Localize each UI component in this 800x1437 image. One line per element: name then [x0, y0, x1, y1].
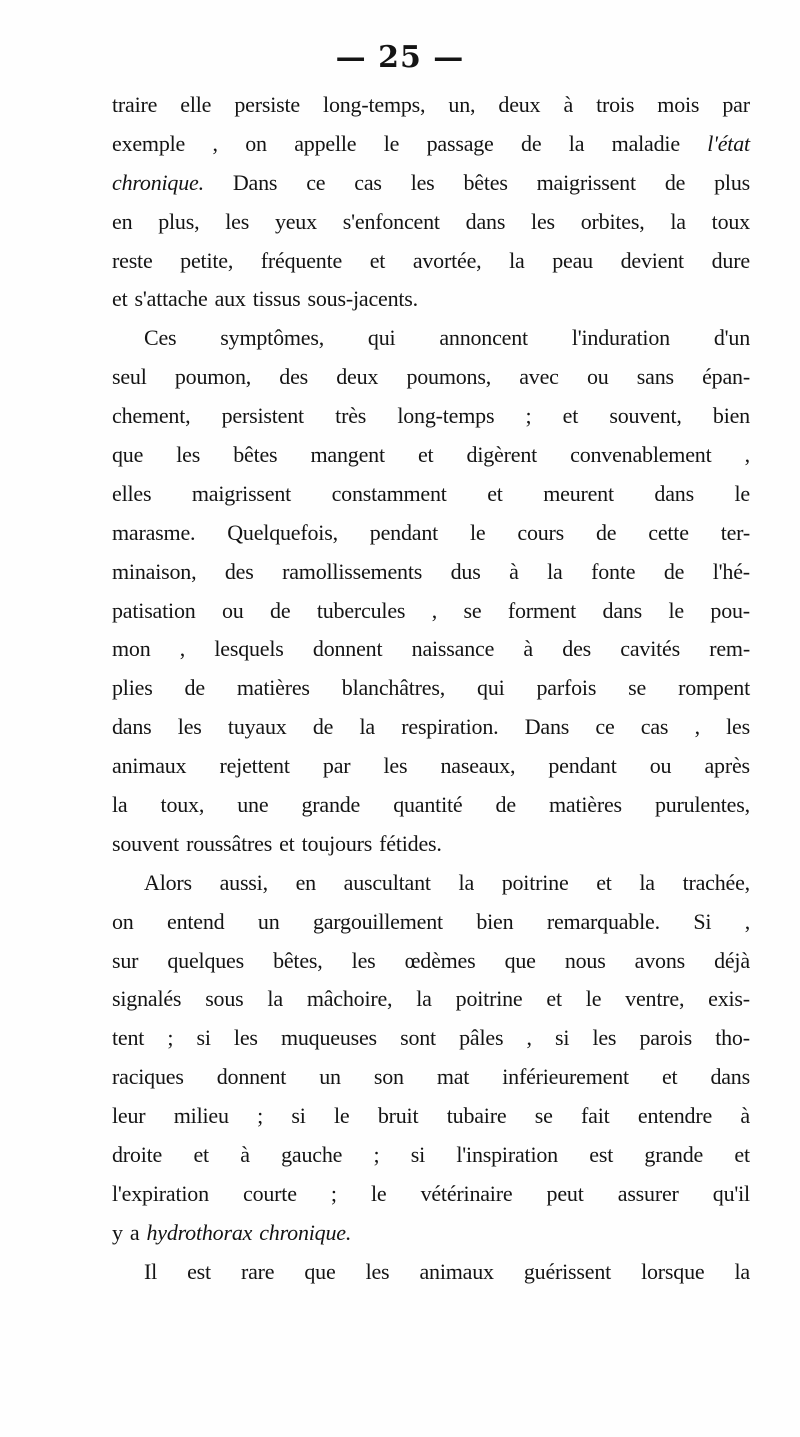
word: des	[562, 636, 591, 662]
word: purulentes,	[654, 792, 750, 818]
word: se	[628, 675, 647, 701]
word: poitrine	[455, 986, 523, 1012]
word: on	[245, 130, 267, 156]
word: les	[531, 208, 555, 234]
word: ou	[586, 364, 609, 390]
text-line	[112, 669, 750, 708]
word: souvent	[112, 830, 180, 856]
word: orbites,	[580, 208, 645, 234]
word: elles	[112, 480, 152, 506]
word: ;	[167, 1025, 174, 1051]
word: dans	[112, 714, 152, 740]
word: les	[225, 208, 250, 234]
word: gauche	[281, 1142, 343, 1168]
word: un,	[448, 92, 476, 117]
word: droite	[112, 1142, 163, 1168]
word: est	[187, 1258, 211, 1284]
word: deux	[498, 92, 541, 117]
word: Dans	[232, 169, 278, 195]
word: la	[734, 1258, 750, 1284]
word: grande	[301, 792, 361, 818]
word: ;	[373, 1142, 380, 1168]
word: l'hé-	[712, 558, 750, 584]
word: l'induration	[571, 325, 670, 351]
word: avortée,	[412, 247, 482, 273]
word: signalés	[112, 986, 182, 1012]
word: par	[722, 92, 750, 117]
word: maigrissent	[536, 169, 636, 195]
text-line	[112, 1253, 750, 1292]
word: dus	[450, 558, 481, 584]
word: ventre,	[625, 986, 685, 1012]
word: naseaux,	[440, 753, 516, 779]
word: toujours	[301, 830, 373, 856]
word: et	[562, 403, 579, 429]
word: dure	[711, 247, 750, 273]
word: le	[370, 1180, 387, 1206]
word: cours	[517, 519, 565, 545]
text-line	[112, 553, 750, 592]
word: dans	[710, 1064, 750, 1090]
text-line	[112, 1214, 750, 1253]
word: de	[521, 130, 542, 156]
word: le	[383, 130, 400, 156]
word: devient	[620, 247, 684, 273]
word: cette	[648, 519, 689, 545]
text-line	[112, 86, 750, 125]
word: Ces	[144, 325, 177, 351]
word: inférieurement	[502, 1064, 629, 1090]
word: les	[410, 169, 435, 195]
text-line	[112, 397, 750, 436]
word: respiration.	[401, 714, 499, 740]
word: son	[373, 1064, 404, 1090]
text-line	[112, 864, 750, 903]
word: trois	[596, 92, 635, 117]
text-line	[112, 980, 750, 1019]
word: traire	[112, 92, 158, 117]
word: long-temps	[397, 403, 495, 429]
word: que	[504, 947, 536, 973]
word: reste	[112, 247, 153, 273]
word: persistent	[221, 403, 304, 429]
word: sans	[636, 364, 674, 390]
word: de	[184, 675, 205, 701]
word: en	[112, 208, 133, 234]
text-line	[112, 942, 750, 981]
word: bêtes	[463, 169, 508, 195]
word: leur	[112, 1103, 146, 1129]
word: tho-	[715, 1025, 750, 1051]
word: se	[534, 1103, 553, 1129]
word: tissus	[252, 286, 301, 312]
word: fétides.	[379, 830, 442, 856]
word: long-temps,	[323, 92, 426, 117]
word: petite,	[180, 247, 234, 273]
word: si	[555, 1025, 570, 1051]
word: passage	[426, 130, 494, 156]
word: roussâtres	[186, 830, 273, 856]
word: elle	[180, 92, 212, 117]
word: si	[291, 1103, 306, 1129]
word: plus,	[158, 208, 200, 234]
word: poitrine	[501, 869, 569, 895]
word: et	[596, 869, 612, 895]
word: le	[585, 986, 602, 1012]
word: deux	[336, 364, 379, 390]
word: avec	[519, 364, 559, 390]
word: trachée,	[682, 869, 750, 895]
word: fonte	[591, 558, 636, 584]
word: ;	[525, 403, 532, 429]
word: se	[463, 597, 482, 623]
word: de	[664, 169, 686, 195]
word: on	[112, 908, 134, 934]
text-line	[112, 630, 750, 669]
word: fait	[581, 1103, 610, 1129]
text-line	[112, 903, 750, 942]
word: un	[319, 1064, 341, 1090]
word: et	[417, 442, 434, 468]
word: cas	[640, 714, 669, 740]
word: la	[568, 130, 585, 156]
word: le	[469, 519, 486, 545]
word: mois	[657, 92, 700, 117]
word: les	[351, 947, 376, 973]
word: en	[295, 869, 316, 895]
word: tubercules	[316, 597, 406, 623]
word: et	[279, 830, 295, 856]
word: lesquels	[214, 636, 284, 662]
text-line	[112, 1058, 750, 1097]
word: ,	[526, 1025, 532, 1051]
word: s'attache	[134, 286, 208, 312]
text-line	[112, 592, 750, 631]
word: ,	[431, 597, 438, 623]
word: des	[279, 364, 309, 390]
word: les	[177, 714, 202, 740]
word: nous	[564, 947, 606, 973]
word: la	[670, 208, 686, 234]
word: rare	[240, 1258, 275, 1284]
word: après	[704, 753, 750, 779]
word: à	[240, 1142, 250, 1168]
word: une	[237, 792, 269, 818]
word: des	[224, 558, 254, 584]
word: toux	[711, 208, 750, 234]
word: cas	[354, 169, 382, 195]
word: bêtes	[233, 442, 278, 468]
text-line	[112, 358, 750, 397]
word: à	[563, 92, 574, 117]
word: épan-	[702, 364, 750, 390]
word: meurent	[543, 480, 614, 506]
word: peut	[546, 1180, 584, 1206]
word: remarquable.	[546, 908, 660, 934]
word: animaux	[112, 753, 187, 779]
word: à	[509, 558, 519, 584]
word: cavités	[620, 636, 680, 662]
word: la	[458, 869, 475, 895]
word: milieu	[173, 1103, 229, 1129]
word: mâchoire,	[306, 986, 393, 1012]
word: rompent	[678, 675, 750, 701]
word: mon	[112, 636, 151, 662]
word: assurer	[617, 1180, 679, 1206]
text-line	[112, 164, 750, 203]
word: ramollissements	[282, 558, 423, 584]
text-line	[112, 1175, 750, 1214]
word: ou	[221, 597, 244, 623]
word: la	[547, 558, 563, 584]
word: courte	[243, 1180, 297, 1206]
word: les	[233, 1025, 258, 1051]
word: auscultant	[343, 869, 431, 895]
word: ce	[595, 714, 615, 740]
word: les	[383, 753, 408, 779]
word: sur	[112, 947, 139, 973]
italic-word: l'état	[707, 130, 750, 156]
word: les	[365, 1258, 390, 1284]
word: maigrissent	[191, 480, 292, 506]
word: s'enfoncent	[342, 208, 440, 234]
word: dans	[654, 480, 694, 506]
word: Dans	[524, 714, 570, 740]
word: œdèmes	[404, 947, 476, 973]
word: les	[176, 442, 201, 468]
word: bruit	[377, 1103, 419, 1129]
word: pendant	[369, 519, 439, 545]
word: la	[112, 792, 128, 818]
word: poumon,	[174, 364, 252, 390]
word: seul	[112, 364, 147, 390]
text-line	[112, 708, 750, 747]
word: tent	[112, 1025, 145, 1051]
word: est	[589, 1142, 614, 1168]
word: Si	[693, 908, 712, 934]
text-line	[112, 514, 750, 553]
word: avons	[634, 947, 685, 973]
word: tubaire	[446, 1103, 507, 1129]
word: minaison,	[112, 558, 197, 584]
word: parois	[639, 1025, 693, 1051]
text-line	[112, 319, 750, 358]
word: guérissent	[523, 1258, 612, 1284]
word: vétérinaire	[420, 1180, 513, 1206]
word: par	[322, 753, 351, 779]
word: gargouillement	[312, 908, 443, 934]
text-line	[112, 1019, 750, 1058]
word: et	[193, 1142, 209, 1168]
word: quantité	[393, 792, 463, 818]
word: bien	[712, 403, 750, 429]
word: ,	[744, 908, 750, 934]
text-line	[112, 280, 750, 319]
word: mangent	[310, 442, 385, 468]
word: symptômes,	[220, 325, 325, 351]
word: digèrent	[466, 442, 538, 468]
word: marasme.	[112, 519, 196, 545]
text-line	[112, 242, 750, 281]
word: très	[335, 403, 367, 429]
word: parfois	[536, 675, 597, 701]
word: Il	[144, 1258, 158, 1284]
text-line	[112, 1097, 750, 1136]
word: ,	[179, 636, 186, 662]
word: blanchâtres,	[341, 675, 446, 701]
word: grande	[644, 1142, 704, 1168]
word: et	[369, 247, 386, 273]
word: lorsque	[641, 1258, 705, 1284]
word: dans	[465, 208, 506, 234]
word: pâles	[459, 1025, 504, 1051]
word: yeux	[274, 208, 317, 234]
word: la	[267, 986, 283, 1012]
word: à	[740, 1103, 750, 1129]
word: et	[487, 480, 503, 506]
word: qui	[477, 675, 505, 701]
word: muqueuses	[280, 1025, 377, 1051]
word: naissance	[411, 636, 495, 662]
word: ,	[212, 130, 218, 156]
word: qui	[367, 325, 396, 351]
body-text	[112, 86, 750, 1292]
word: maladie	[611, 130, 680, 156]
text-line	[112, 825, 750, 864]
word: le	[334, 1103, 350, 1129]
word: à	[523, 636, 533, 662]
word: et	[734, 1142, 750, 1168]
word: plus	[714, 169, 750, 195]
word: matières	[548, 792, 622, 818]
text-line	[112, 747, 750, 786]
text-line	[112, 203, 750, 242]
word: la	[639, 869, 655, 895]
word: aux	[214, 286, 246, 312]
word: persiste	[234, 92, 300, 117]
word: exemple	[112, 130, 186, 156]
word: qu'il	[712, 1180, 750, 1206]
word: peau	[552, 247, 593, 273]
word: un	[257, 908, 280, 934]
word: et	[112, 286, 128, 312]
word: exis-	[708, 986, 750, 1012]
word: la	[416, 986, 432, 1012]
italic-word: hydrothorax	[146, 1219, 253, 1245]
word: Alors	[144, 869, 192, 895]
text-line	[112, 125, 750, 164]
word: constamment	[331, 480, 447, 506]
italic-word: chronique.	[259, 1219, 352, 1245]
word: donnent	[312, 636, 383, 662]
word: sous	[205, 986, 244, 1012]
word: ,	[744, 442, 750, 468]
word: d'un	[713, 325, 750, 351]
word: mat	[436, 1064, 470, 1090]
word: donnent	[216, 1064, 287, 1090]
word: patisation	[112, 597, 196, 623]
word: entend	[167, 908, 225, 934]
word: toux,	[160, 792, 205, 818]
word: matières	[236, 675, 310, 701]
word: que	[112, 442, 144, 468]
word: de	[312, 714, 334, 740]
word: et	[546, 986, 562, 1012]
page-number: — 25 —	[335, 40, 465, 75]
word: plies	[112, 675, 153, 701]
word: si	[196, 1025, 211, 1051]
word: ter-	[720, 519, 750, 545]
word: ce	[306, 169, 326, 195]
word: rem-	[709, 636, 750, 662]
word: les	[592, 1025, 617, 1051]
word: a	[129, 1219, 140, 1245]
italic-word: chronique.	[112, 169, 204, 195]
word: le	[734, 480, 750, 506]
word: ou	[649, 753, 672, 779]
word: Quelquefois,	[227, 519, 338, 545]
word: sont	[400, 1025, 436, 1051]
word: raciques	[112, 1064, 184, 1090]
word: la	[509, 247, 525, 273]
word: l'inspiration	[456, 1142, 558, 1168]
word: pendant	[548, 753, 617, 779]
word: l'expiration	[112, 1180, 209, 1206]
word: ;	[330, 1180, 337, 1206]
word: poumons,	[406, 364, 492, 390]
word: bêtes,	[273, 947, 323, 973]
text-line	[112, 786, 750, 825]
word: quelques	[167, 947, 244, 973]
word: de	[495, 792, 516, 818]
word: entendre	[637, 1103, 713, 1129]
word: si	[410, 1142, 426, 1168]
word: y	[112, 1219, 123, 1245]
word: animaux	[419, 1258, 494, 1284]
word: que	[304, 1258, 336, 1284]
text-line	[112, 436, 750, 475]
word: déjà	[714, 947, 750, 973]
word: de	[663, 558, 685, 584]
word: et	[661, 1064, 678, 1090]
word: annoncent	[439, 325, 528, 351]
word: dans	[602, 597, 643, 623]
word: les	[726, 714, 750, 740]
word: aussi,	[219, 869, 268, 895]
word: sous-jacents.	[307, 286, 418, 312]
word: forment	[507, 597, 577, 623]
word: pou-	[710, 597, 750, 623]
word: la	[359, 714, 375, 740]
word: tuyaux	[227, 714, 287, 740]
word: fréquente	[260, 247, 343, 273]
word: de	[595, 519, 617, 545]
word: ,	[694, 714, 700, 740]
text-line	[112, 475, 750, 514]
word: rejettent	[219, 753, 290, 779]
word: chement,	[112, 403, 191, 429]
text-line	[112, 1136, 750, 1175]
word: de	[270, 597, 291, 623]
word: convenablement	[570, 442, 712, 468]
word: appelle	[294, 130, 357, 156]
word: ;	[257, 1103, 264, 1129]
word: souvent,	[609, 403, 682, 429]
word: bien	[476, 908, 514, 934]
word: le	[668, 597, 684, 623]
